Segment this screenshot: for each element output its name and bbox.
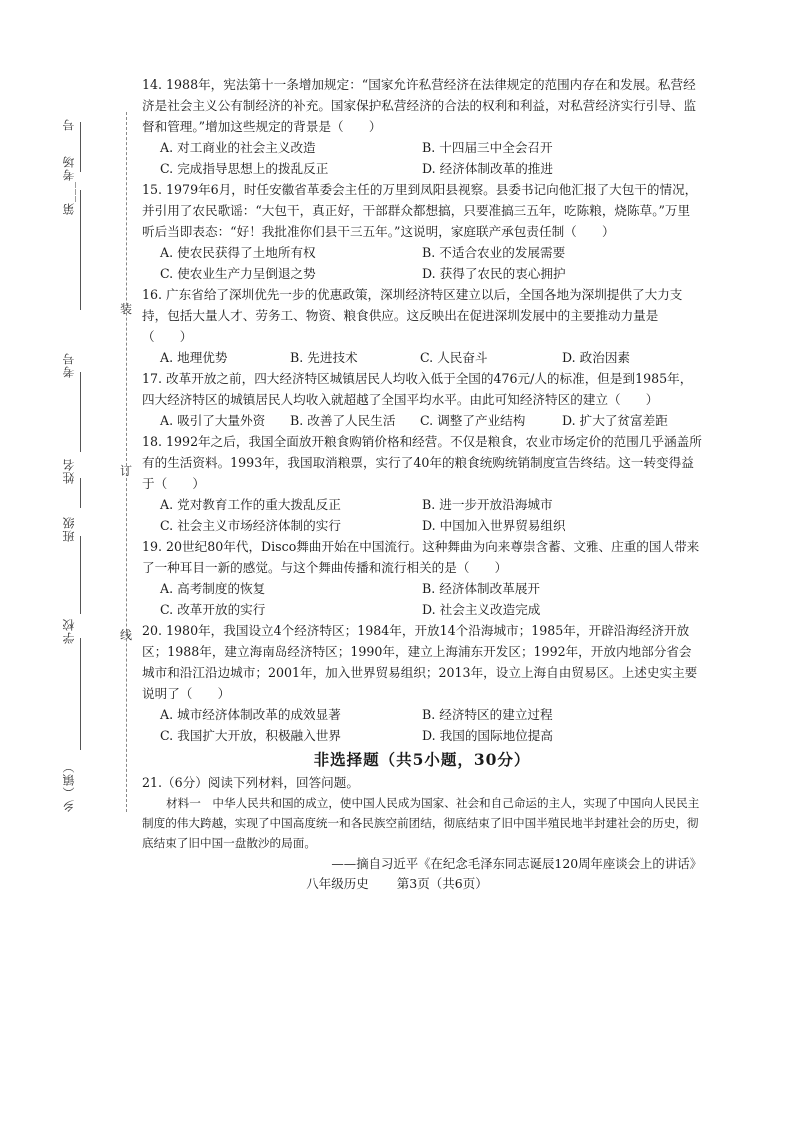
margin-town-label: 乡（镇） <box>62 760 76 812</box>
option-d: D. 社会主义改造完成 <box>422 602 541 617</box>
margin-exam-room-label: 第___考场 <box>62 155 76 215</box>
binding-mark-xian: 线 <box>120 628 133 642</box>
option-d: D. 政治因素 <box>562 350 631 365</box>
question-21 <box>142 772 702 874</box>
option-c: C. 社会主义市场经济体制的实行 <box>160 518 341 533</box>
margin-underline <box>80 536 81 614</box>
question-stem: 18. 1992年之后，我国全面放开粮食购销价格和经营。不仅是粮食，农业市场定价的范围几乎涵盖所有的生活资料。1993年，我国取消粮票，实行了40年的粮食统购统销制度宣告终结。这一转变得益于（ ） <box>142 434 702 491</box>
question-15 <box>142 179 702 284</box>
margin-class-label: 班级 <box>62 516 76 542</box>
options-list <box>160 137 702 179</box>
option-b: B. 不适合农业的发展需要 <box>422 245 566 260</box>
option-a: A. 地理优势 <box>160 350 228 365</box>
options-list <box>160 704 702 746</box>
question-stem: 17. 改革开放之前，四大经济特区城镇居民人均收入低于全国的476元/人的标准，但是到1985年，四大经济特区的城镇居民人均收入就超越了全国平均水平。由此可知经济特区的建立（ ） <box>142 371 693 407</box>
option-a: A. 党对教育工作的重大拨乱反正 <box>160 497 341 512</box>
question-16 <box>142 284 702 368</box>
question-14 <box>142 74 702 179</box>
option-b: B. 先进技术 <box>290 350 358 365</box>
question-content <box>142 74 702 874</box>
option-d: D. 经济体制改革的推进 <box>422 161 553 176</box>
option-c: C. 完成指导思想上的拨乱反正 <box>160 161 329 176</box>
footer-subject: 八年级历史 <box>306 876 369 891</box>
option-d: D. 中国加入世界贸易组织 <box>422 518 566 533</box>
option-b: B. 改善了人民生活 <box>290 413 396 428</box>
option-b: B. 经济特区的建立过程 <box>422 707 553 722</box>
option-d: D. 扩大了贫富差距 <box>562 413 668 428</box>
binding-mark-zhuang: 装 <box>120 302 133 316</box>
margin-name-label: 姓名 <box>62 458 76 484</box>
option-a: A. 城市经济体制改革的成效显著 <box>160 707 341 722</box>
option-d: D. 获得了农民的衷心拥护 <box>422 266 566 281</box>
option-c: C. 改革开放的实行 <box>160 602 266 617</box>
page-footer <box>0 874 794 892</box>
options-list <box>160 410 702 431</box>
margin-underline <box>80 122 81 172</box>
question-stem: 14. 1988年，宪法第十一条增加规定：“国家允许私营经济在法律规定的范围内存在和发展。私营经济是社会主义公有制经济的补充。国家保护私营经济的合法的权利和利益，对私营经济实行引导、监督和管理。”增加这些规定的背景是（ ） <box>142 77 697 134</box>
margin-school-label: 学校 <box>62 618 76 644</box>
option-a: A. 吸引了大量外资 <box>160 413 266 428</box>
question-17 <box>142 368 702 431</box>
option-b: B. 十四届三中全会召开 <box>422 140 553 155</box>
margin-underline <box>80 478 81 508</box>
question-stem: 15. 1979年6月，时任安徽省革委会主任的万里到凤阳县视察。县委书记向他汇报了大包干的情况，并引用了农民歌谣：“大包干，真正好，干部群众都想搞，只要准搞三五年，吃陈粮，烧陈草。”万里听后当即表态：“好！我批准你们县干三五年。”这说明，家庭联产承包责任制（ ） <box>142 182 698 239</box>
option-a: A. 使农民获得了土地所有权 <box>160 245 316 260</box>
options-list <box>160 578 702 620</box>
option-a: A. 对工商业的社会主义改造 <box>160 140 316 155</box>
options-list <box>160 347 702 368</box>
question-20 <box>142 620 702 746</box>
option-b: B. 经济体制改革展开 <box>422 581 541 596</box>
margin-exam-number-label: 号 <box>62 118 76 131</box>
question-stem: 16. 广东省给了深圳优先一步的优惠政策，深圳经济特区建立以后，全国各地为深圳提供了大力支持，包括大量人才、劳务工、物资、粮食供应。这反映出在促进深圳发展中的主要推动力量是（ ） <box>142 287 683 344</box>
option-c: C. 使农业生产力呈倒退之势 <box>160 266 316 281</box>
option-b: B. 进一步开放沿海城市 <box>422 497 553 512</box>
options-list <box>160 242 702 284</box>
options-list <box>160 494 702 536</box>
option-c: C. 人民奋斗 <box>420 350 488 365</box>
binding-mark-ding: 订 <box>120 464 133 478</box>
margin-underline <box>80 638 81 750</box>
question-stem: 20. 1980年，我国设立4个经济特区；1984年，开放14个沿海城市；1985年，开辟沿海经济开放区；1988年，建立海南岛经济特区；1990年，建立上海浦东开发区；1992年，开放内地部分省会城市和沿江沿边城市；2001年，加入世界贸易组织；2013年，设立上海自由贸易区。上述史实主要说明了（ ） <box>142 623 698 701</box>
margin-underline <box>80 372 81 452</box>
material-source: ——摘自习近平《在纪念毛泽东同志诞辰120周年座谈会上的讲话》 <box>331 856 702 871</box>
margin-underline <box>80 190 81 310</box>
question-19 <box>142 536 702 620</box>
question-18 <box>142 431 702 536</box>
option-d: D. 我国的国际地位提高 <box>422 728 553 743</box>
option-c: C. 我国扩大开放，积极融入世界 <box>160 728 341 743</box>
footer-page-number: 第3页（共6页） <box>396 876 488 891</box>
option-c: C. 调整了产业结构 <box>420 413 526 428</box>
question-stem: 19. 20世纪80年代，Disco舞曲开始在中国流行。这种舞曲为向来尊崇含蓄、文雅、庄重的国人带来了一种耳目一新的感觉。与这个舞曲传播和流行相关的是（ ） <box>142 539 700 575</box>
option-a: A. 高考制度的恢复 <box>160 581 266 596</box>
question-stem: 21.（6分）阅读下列材料，回答问题。 <box>142 775 359 790</box>
margin-exam-id-label: 考号 <box>62 352 76 378</box>
material-text: 材料一 中华人民共和国的成立，使中国人民成为国家、社会和自己命运的主人，实现了中国向人民民主制度的伟大跨越，实现了中国高度统一和各民族空前团结，彻底结束了旧中国半殖民地半封建社会的历史，彻底结束了旧中国一盘散沙的局面。 <box>142 796 700 850</box>
section-title: 非选择题（共5小题，30分） <box>313 750 531 769</box>
